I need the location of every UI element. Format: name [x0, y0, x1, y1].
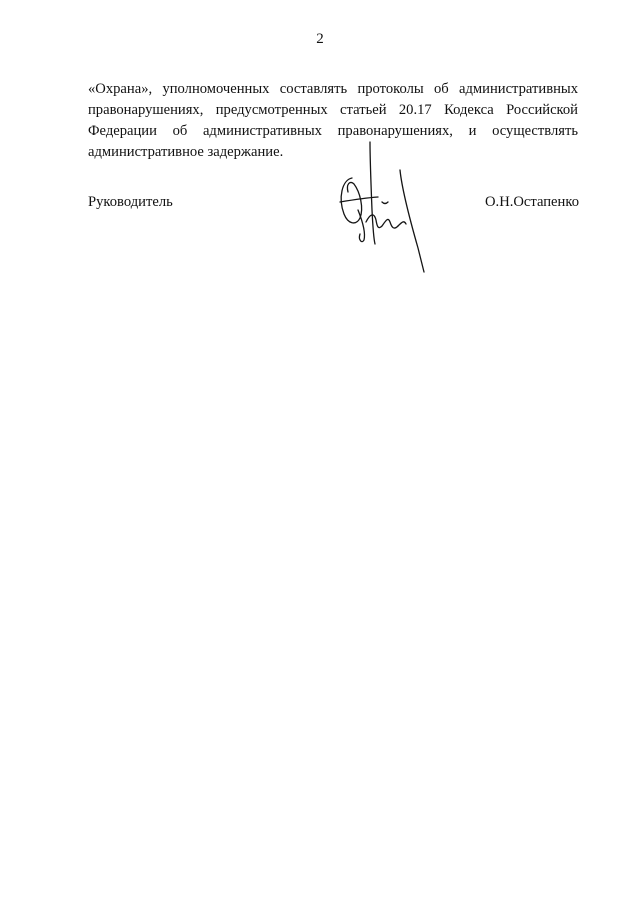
- paragraph-line: Федерации об административных правонарушениях, и осуществлять: [88, 123, 578, 139]
- signatory-name: О.Н.Остапенко: [485, 194, 579, 210]
- page-number: 2: [316, 31, 324, 47]
- paragraph-line: правонарушениях, предусмотренных статьей 20.17 Кодекса Российской: [88, 102, 578, 118]
- paragraph-line: «Охрана», уполномоченных составлять протоколы об административных: [88, 81, 578, 97]
- paragraph-line: административное задержание.: [88, 144, 284, 160]
- signatory-role: Руководитель: [88, 194, 173, 210]
- signature-block: [88, 192, 579, 212]
